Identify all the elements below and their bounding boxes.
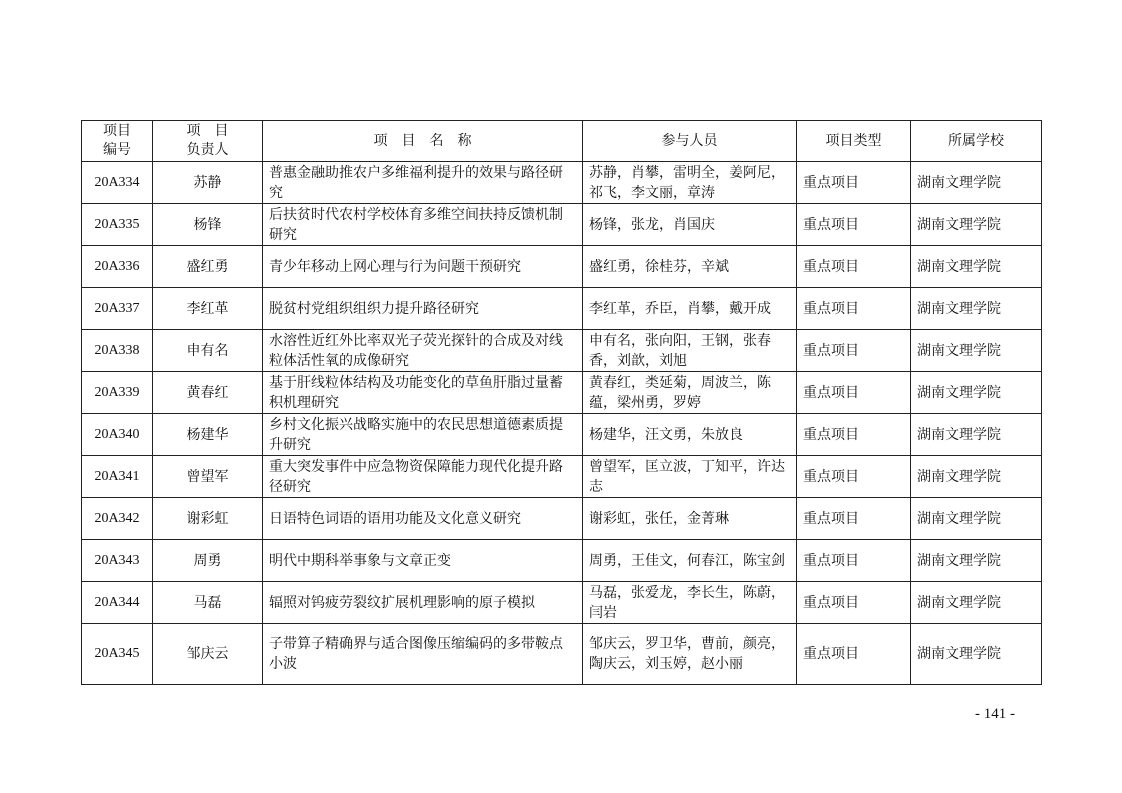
school-cell: 湖南文理学院 — [911, 246, 1042, 288]
project-type-cell: 重点项目 — [797, 372, 911, 414]
table-row — [82, 498, 1042, 540]
participants-cell: 苏静，肖攀，雷明全，姜阿尼，祁飞，李文丽，章涛 — [583, 162, 797, 204]
header-project-lead: 项 目 负责人 — [153, 121, 263, 162]
school-cell: 湖南文理学院 — [911, 288, 1042, 330]
project-type-cell: 重点项目 — [797, 330, 911, 372]
header-participants: 参与人员 — [583, 121, 797, 162]
project-id-cell: 20A341 — [82, 456, 153, 498]
project-id-cell: 20A339 — [82, 372, 153, 414]
table-header-row — [82, 121, 1042, 162]
table-row — [82, 624, 1042, 685]
participants-cell: 杨锋，张龙，肖国庆 — [583, 204, 797, 246]
school-cell: 湖南文理学院 — [911, 372, 1042, 414]
project-id-cell: 20A335 — [82, 204, 153, 246]
school-cell: 湖南文理学院 — [911, 498, 1042, 540]
project-id-cell: 20A345 — [82, 624, 153, 685]
participants-cell: 谢彩虹，张任，金菁琳 — [583, 498, 797, 540]
project-lead-cell: 曾望军 — [153, 456, 263, 498]
projects-table — [81, 120, 1042, 685]
project-id-cell: 20A344 — [82, 582, 153, 624]
project-lead-cell: 杨锋 — [153, 204, 263, 246]
school-cell: 湖南文理学院 — [911, 162, 1042, 204]
header-project-type: 项目类型 — [797, 121, 911, 162]
table-row — [82, 372, 1042, 414]
project-id-cell: 20A340 — [82, 414, 153, 456]
project-lead-cell: 马磊 — [153, 582, 263, 624]
header-project-name: 项 目 名 称 — [263, 121, 583, 162]
school-cell: 湖南文理学院 — [911, 582, 1042, 624]
table-row — [82, 330, 1042, 372]
project-id-cell: 20A337 — [82, 288, 153, 330]
project-type-cell: 重点项目 — [797, 288, 911, 330]
school-cell: 湖南文理学院 — [911, 624, 1042, 685]
participants-cell: 邹庆云，罗卫华，曹前，颜亮，陶庆云，刘玉婷，赵小丽 — [583, 624, 797, 685]
project-id-cell: 20A338 — [82, 330, 153, 372]
table-body — [82, 162, 1042, 685]
project-name-cell: 水溶性近红外比率双光子荧光探针的合成及对线粒体活性氧的成像研究 — [263, 330, 583, 372]
project-id-cell: 20A343 — [82, 540, 153, 582]
participants-cell: 申有名，张向阳，王钢，张春香，刘歆，刘旭 — [583, 330, 797, 372]
table-row — [82, 540, 1042, 582]
project-name-cell: 明代中期科举事象与文章正变 — [263, 540, 583, 582]
project-id-cell: 20A342 — [82, 498, 153, 540]
project-type-cell: 重点项目 — [797, 246, 911, 288]
project-name-cell: 乡村文化振兴战略实施中的农民思想道德素质提升研究 — [263, 414, 583, 456]
school-cell: 湖南文理学院 — [911, 414, 1042, 456]
project-lead-cell: 黄春红 — [153, 372, 263, 414]
project-lead-cell: 周勇 — [153, 540, 263, 582]
participants-cell: 李红革，乔臣，肖攀，戴开成 — [583, 288, 797, 330]
school-cell: 湖南文理学院 — [911, 204, 1042, 246]
table-row — [82, 456, 1042, 498]
project-name-cell: 子带算子精确界与适合图像压缩编码的多带鞍点小波 — [263, 624, 583, 685]
participants-cell: 盛红勇，徐桂芬，辛斌 — [583, 246, 797, 288]
project-type-cell: 重点项目 — [797, 204, 911, 246]
table-row — [82, 246, 1042, 288]
school-cell: 湖南文理学院 — [911, 456, 1042, 498]
project-name-cell: 基于肝线粒体结构及功能变化的草鱼肝脂过量蓄积机理研究 — [263, 372, 583, 414]
participants-cell: 杨建华，汪文勇，朱放良 — [583, 414, 797, 456]
project-name-cell: 脱贫村党组织组织力提升路径研究 — [263, 288, 583, 330]
participants-cell: 周勇，王佳文，何春江，陈宝剑 — [583, 540, 797, 582]
project-lead-cell: 申有名 — [153, 330, 263, 372]
table-row — [82, 288, 1042, 330]
participants-cell: 曾望军，匡立波，丁知平，许达志 — [583, 456, 797, 498]
table-row — [82, 414, 1042, 456]
project-name-cell: 日语特色词语的语用功能及文化意义研究 — [263, 498, 583, 540]
project-name-cell: 青少年移动上网心理与行为问题干预研究 — [263, 246, 583, 288]
project-lead-cell: 邹庆云 — [153, 624, 263, 685]
project-type-cell: 重点项目 — [797, 624, 911, 685]
project-name-cell: 重大突发事件中应急物资保障能力现代化提升路径研究 — [263, 456, 583, 498]
participants-cell: 马磊，张爱龙，李长生，陈蔚，闫岩 — [583, 582, 797, 624]
project-name-cell: 辐照对钨疲劳裂纹扩展机理影响的原子模拟 — [263, 582, 583, 624]
project-type-cell: 重点项目 — [797, 162, 911, 204]
project-name-cell: 普惠金融助推农户多维福利提升的效果与路径研究 — [263, 162, 583, 204]
table-row — [82, 204, 1042, 246]
project-lead-cell: 盛红勇 — [153, 246, 263, 288]
project-lead-cell: 李红革 — [153, 288, 263, 330]
project-id-cell: 20A336 — [82, 246, 153, 288]
project-name-cell: 后扶贫时代农村学校体育多维空间扶持反馈机制研究 — [263, 204, 583, 246]
project-type-cell: 重点项目 — [797, 414, 911, 456]
project-type-cell: 重点项目 — [797, 582, 911, 624]
project-id-cell: 20A334 — [82, 162, 153, 204]
school-cell: 湖南文理学院 — [911, 330, 1042, 372]
participants-cell: 黄春红，类延菊，周波兰，陈蕴，梁州勇，罗婷 — [583, 372, 797, 414]
project-lead-cell: 谢彩虹 — [153, 498, 263, 540]
school-cell: 湖南文理学院 — [911, 540, 1042, 582]
project-lead-cell: 杨建华 — [153, 414, 263, 456]
project-type-cell: 重点项目 — [797, 540, 911, 582]
project-lead-cell: 苏静 — [153, 162, 263, 204]
project-type-cell: 重点项目 — [797, 498, 911, 540]
table-row — [82, 162, 1042, 204]
header-school: 所属学校 — [911, 121, 1042, 162]
header-project-id: 项目 编号 — [82, 121, 153, 162]
page-number: - 141 - — [975, 706, 1015, 722]
table-row — [82, 582, 1042, 624]
project-type-cell: 重点项目 — [797, 456, 911, 498]
